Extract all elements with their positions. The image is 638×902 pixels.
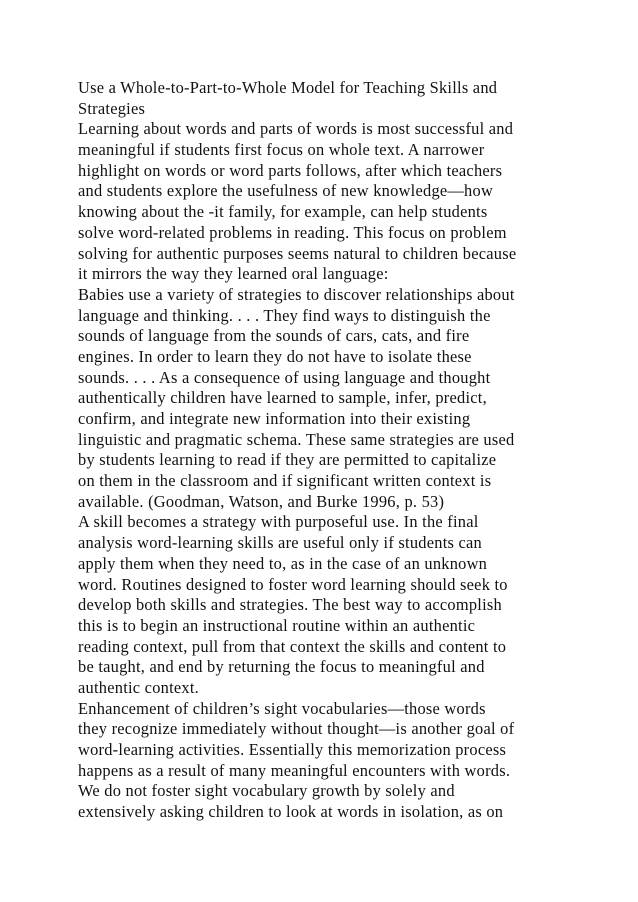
text-line: authentic context. xyxy=(78,677,200,697)
quote-line: Babies use a variety of strategies to discover relationships about xyxy=(78,284,515,304)
heading-line-2: Strategies xyxy=(78,98,146,118)
text-line: they recognize immediately without thought—is another goal of xyxy=(78,719,515,739)
text-line: be taught, and end by returning the focus to meaningful and xyxy=(78,657,485,677)
quote-line: sounds. . . . As a consequence of using language and thought xyxy=(78,367,491,387)
text-line: solving for authentic purposes seems natural to children because xyxy=(78,243,517,263)
quote-line: sounds of language from the sounds of cars, cats, and fire xyxy=(78,326,470,346)
quote-line: language and thinking. . . . They find ways to distinguish the xyxy=(78,305,491,325)
text-line: happens as a result of many meaningful encounters with words. xyxy=(78,760,511,780)
quote-line: linguistic and pragmatic schema. These same strategies are used xyxy=(78,429,515,449)
quote-line: engines. In order to learn they do not have to isolate these xyxy=(78,346,472,366)
text-line: it mirrors the way they learned oral language: xyxy=(78,264,389,284)
text-line: Learning about words and parts of words is most successful and xyxy=(78,119,514,139)
document-text xyxy=(78,78,568,823)
text-line: this is to begin an instructional routine within an authentic xyxy=(78,615,476,635)
text-line: A skill becomes a strategy with purposeful use. In the final xyxy=(78,512,479,532)
text-line: Enhancement of children’s sight vocabularies—those words xyxy=(78,698,486,718)
text-line: We do not foster sight vocabulary growth by solely and xyxy=(78,781,455,801)
quote-line: by students learning to read if they are permitted to capitalize xyxy=(78,450,497,470)
text-line: highlight on words or word parts follows, after which teachers xyxy=(78,160,503,180)
text-line: develop both skills and strategies. The best way to accomplish xyxy=(78,595,502,615)
text-line: meaningful if students first focus on whole text. A narrower xyxy=(78,140,485,160)
text-line: extensively asking children to look at words in isolation, as on xyxy=(78,802,504,822)
quote-citation-line: available. (Goodman, Watson, and Burke 1996, p. 53) xyxy=(78,491,445,511)
quote-line: on them in the classroom and if significant written context is xyxy=(78,471,492,491)
text-line: word. Routines designed to foster word learning should seek to xyxy=(78,574,508,594)
text-line: apply them when they need to, as in the case of an unknown xyxy=(78,553,488,573)
text-line: analysis word-learning skills are useful only if students can xyxy=(78,533,482,553)
text-line: word-learning activities. Essentially this memorization process xyxy=(78,740,507,759)
heading-line-1: Use a Whole-to-Part-to-Whole Model for Teaching Skills and xyxy=(78,78,498,97)
quote-line: confirm, and integrate new information into their existing xyxy=(78,409,471,428)
text-line: solve word-related problems in reading. This focus on problem xyxy=(78,222,507,242)
text-line: and students explore the usefulness of new knowledge—how xyxy=(78,181,494,201)
quote-line: authentically children have learned to sample, infer, predict, xyxy=(78,388,487,408)
text-line: knowing about the -it family, for example, can help students xyxy=(78,202,488,222)
text-line: reading context, pull from that context the skills and content to xyxy=(78,636,507,656)
